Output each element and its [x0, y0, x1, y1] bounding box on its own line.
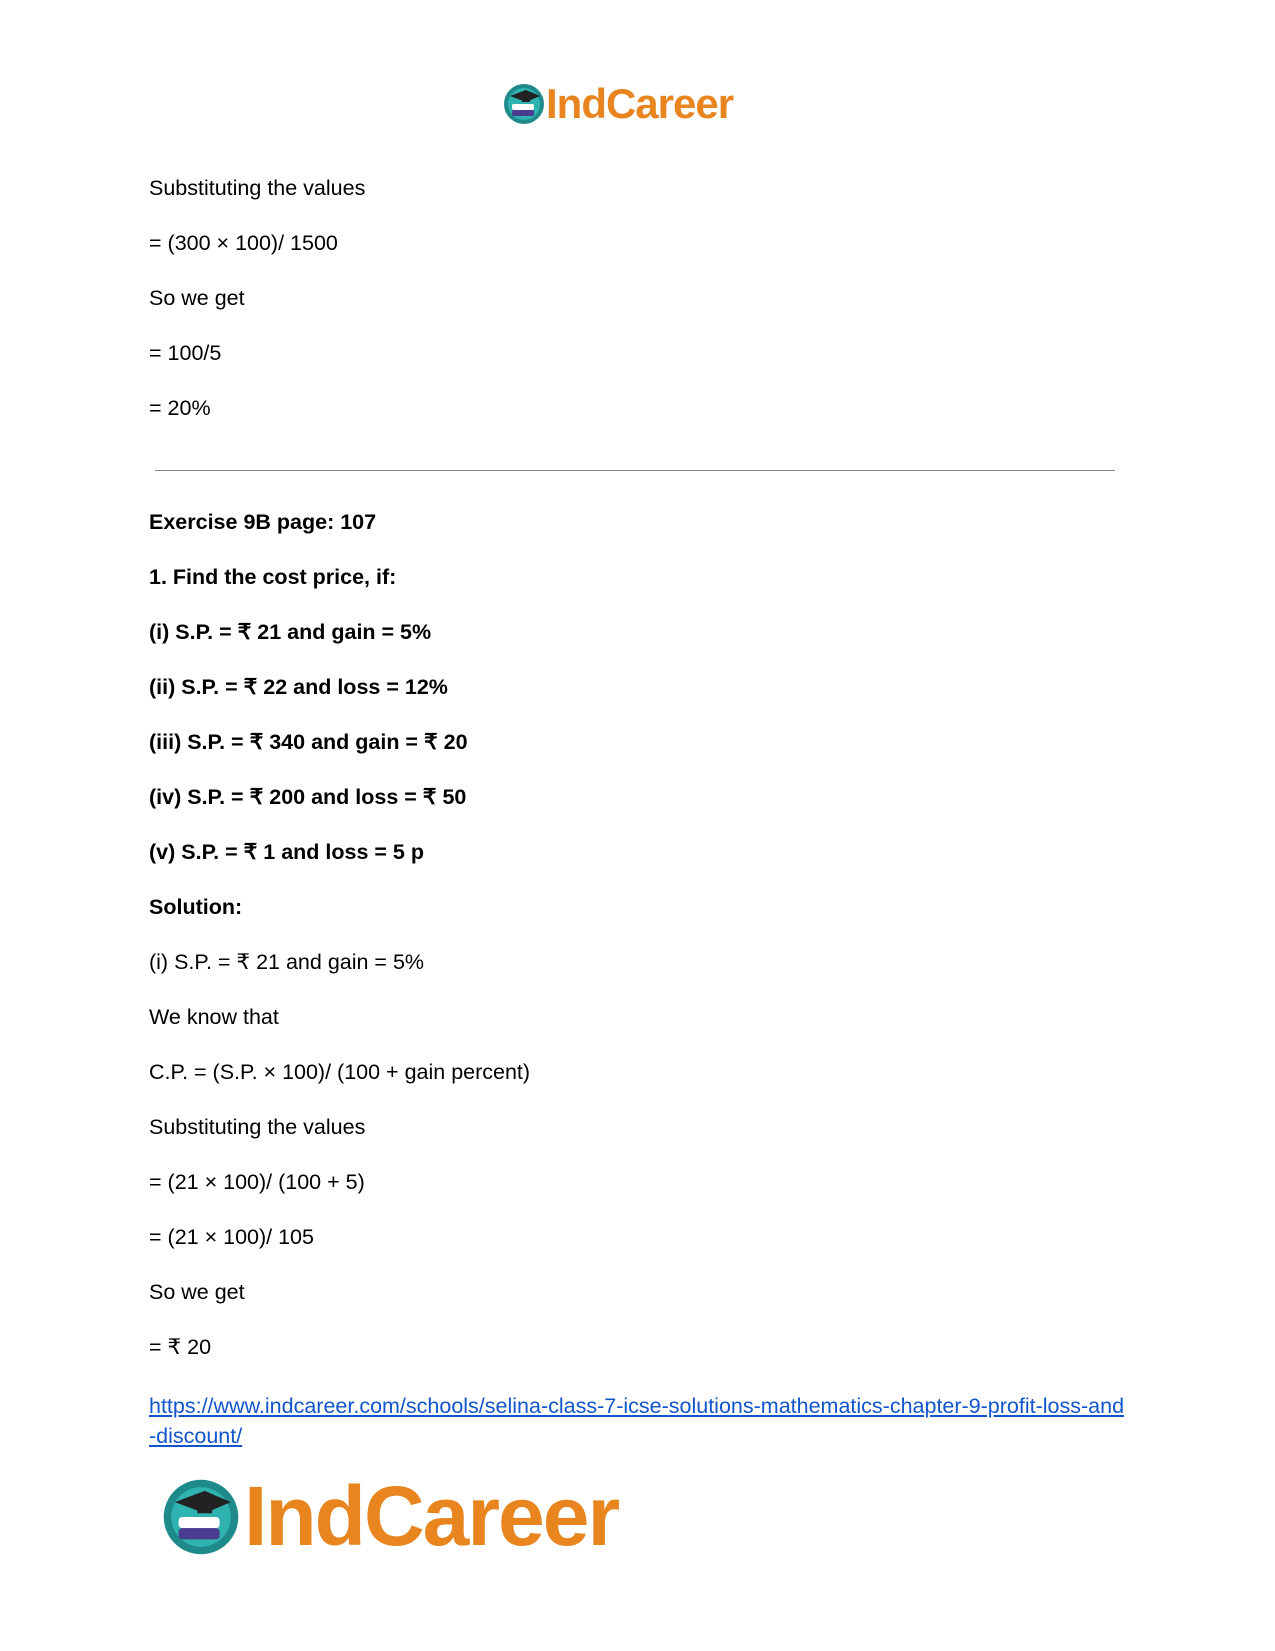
text-line: Substituting the values: [149, 176, 366, 200]
solution-label: Solution:: [149, 895, 243, 919]
exercise-heading: Exercise 9B page: 107: [149, 510, 377, 534]
solution-line: = ₹ 20: [149, 1335, 212, 1359]
solution-line: = (21 × 100)/ (100 + 5): [149, 1170, 365, 1194]
text-line: = (300 × 100)/ 1500: [149, 231, 338, 255]
footer-logo: [160, 1468, 618, 1565]
logo-text: IndCareer: [546, 80, 734, 127]
solution-line: We know that: [149, 1005, 279, 1029]
question-part: (v) S.P. = ₹ 1 and loss = 5 p: [149, 840, 424, 864]
solution-line: Substituting the values: [149, 1115, 366, 1139]
question-title: 1. Find the cost price, if:: [149, 565, 397, 589]
text-line: = 20%: [149, 396, 211, 420]
solution-line: (i) S.P. = ₹ 21 and gain = 5%: [149, 950, 425, 974]
graduation-book-icon: [160, 1476, 242, 1558]
solution-line: C.P. = (S.P. × 100)/ (100 + gain percent): [149, 1060, 531, 1084]
source-link[interactable]: https://www.indcareer.com/schools/selina-class-7-icse-solutions-mathematics-chapter-9-profit-loss-and-discount/: [149, 1394, 1125, 1448]
exercise-section: [149, 507, 1149, 1387]
question-part: (ii) S.P. = ₹ 22 and loss = 12%: [149, 675, 448, 699]
horizontal-divider: [155, 470, 1115, 471]
solution-line: = (21 × 100)/ 105: [149, 1225, 314, 1249]
text-line: = 100/5: [149, 341, 222, 365]
continuation-block: [149, 173, 1129, 448]
solution-line: So we get: [149, 1280, 245, 1304]
question-part: (iii) S.P. = ₹ 340 and gain = ₹ 20: [149, 730, 468, 754]
header-logo: [502, 80, 733, 128]
question-part: (iv) S.P. = ₹ 200 and loss = ₹ 50: [149, 785, 467, 809]
logo-text: IndCareer: [244, 1469, 619, 1563]
graduation-book-icon: [502, 82, 546, 126]
question-part: (i) S.P. = ₹ 21 and gain = 5%: [149, 620, 432, 644]
text-line: So we get: [149, 286, 245, 310]
